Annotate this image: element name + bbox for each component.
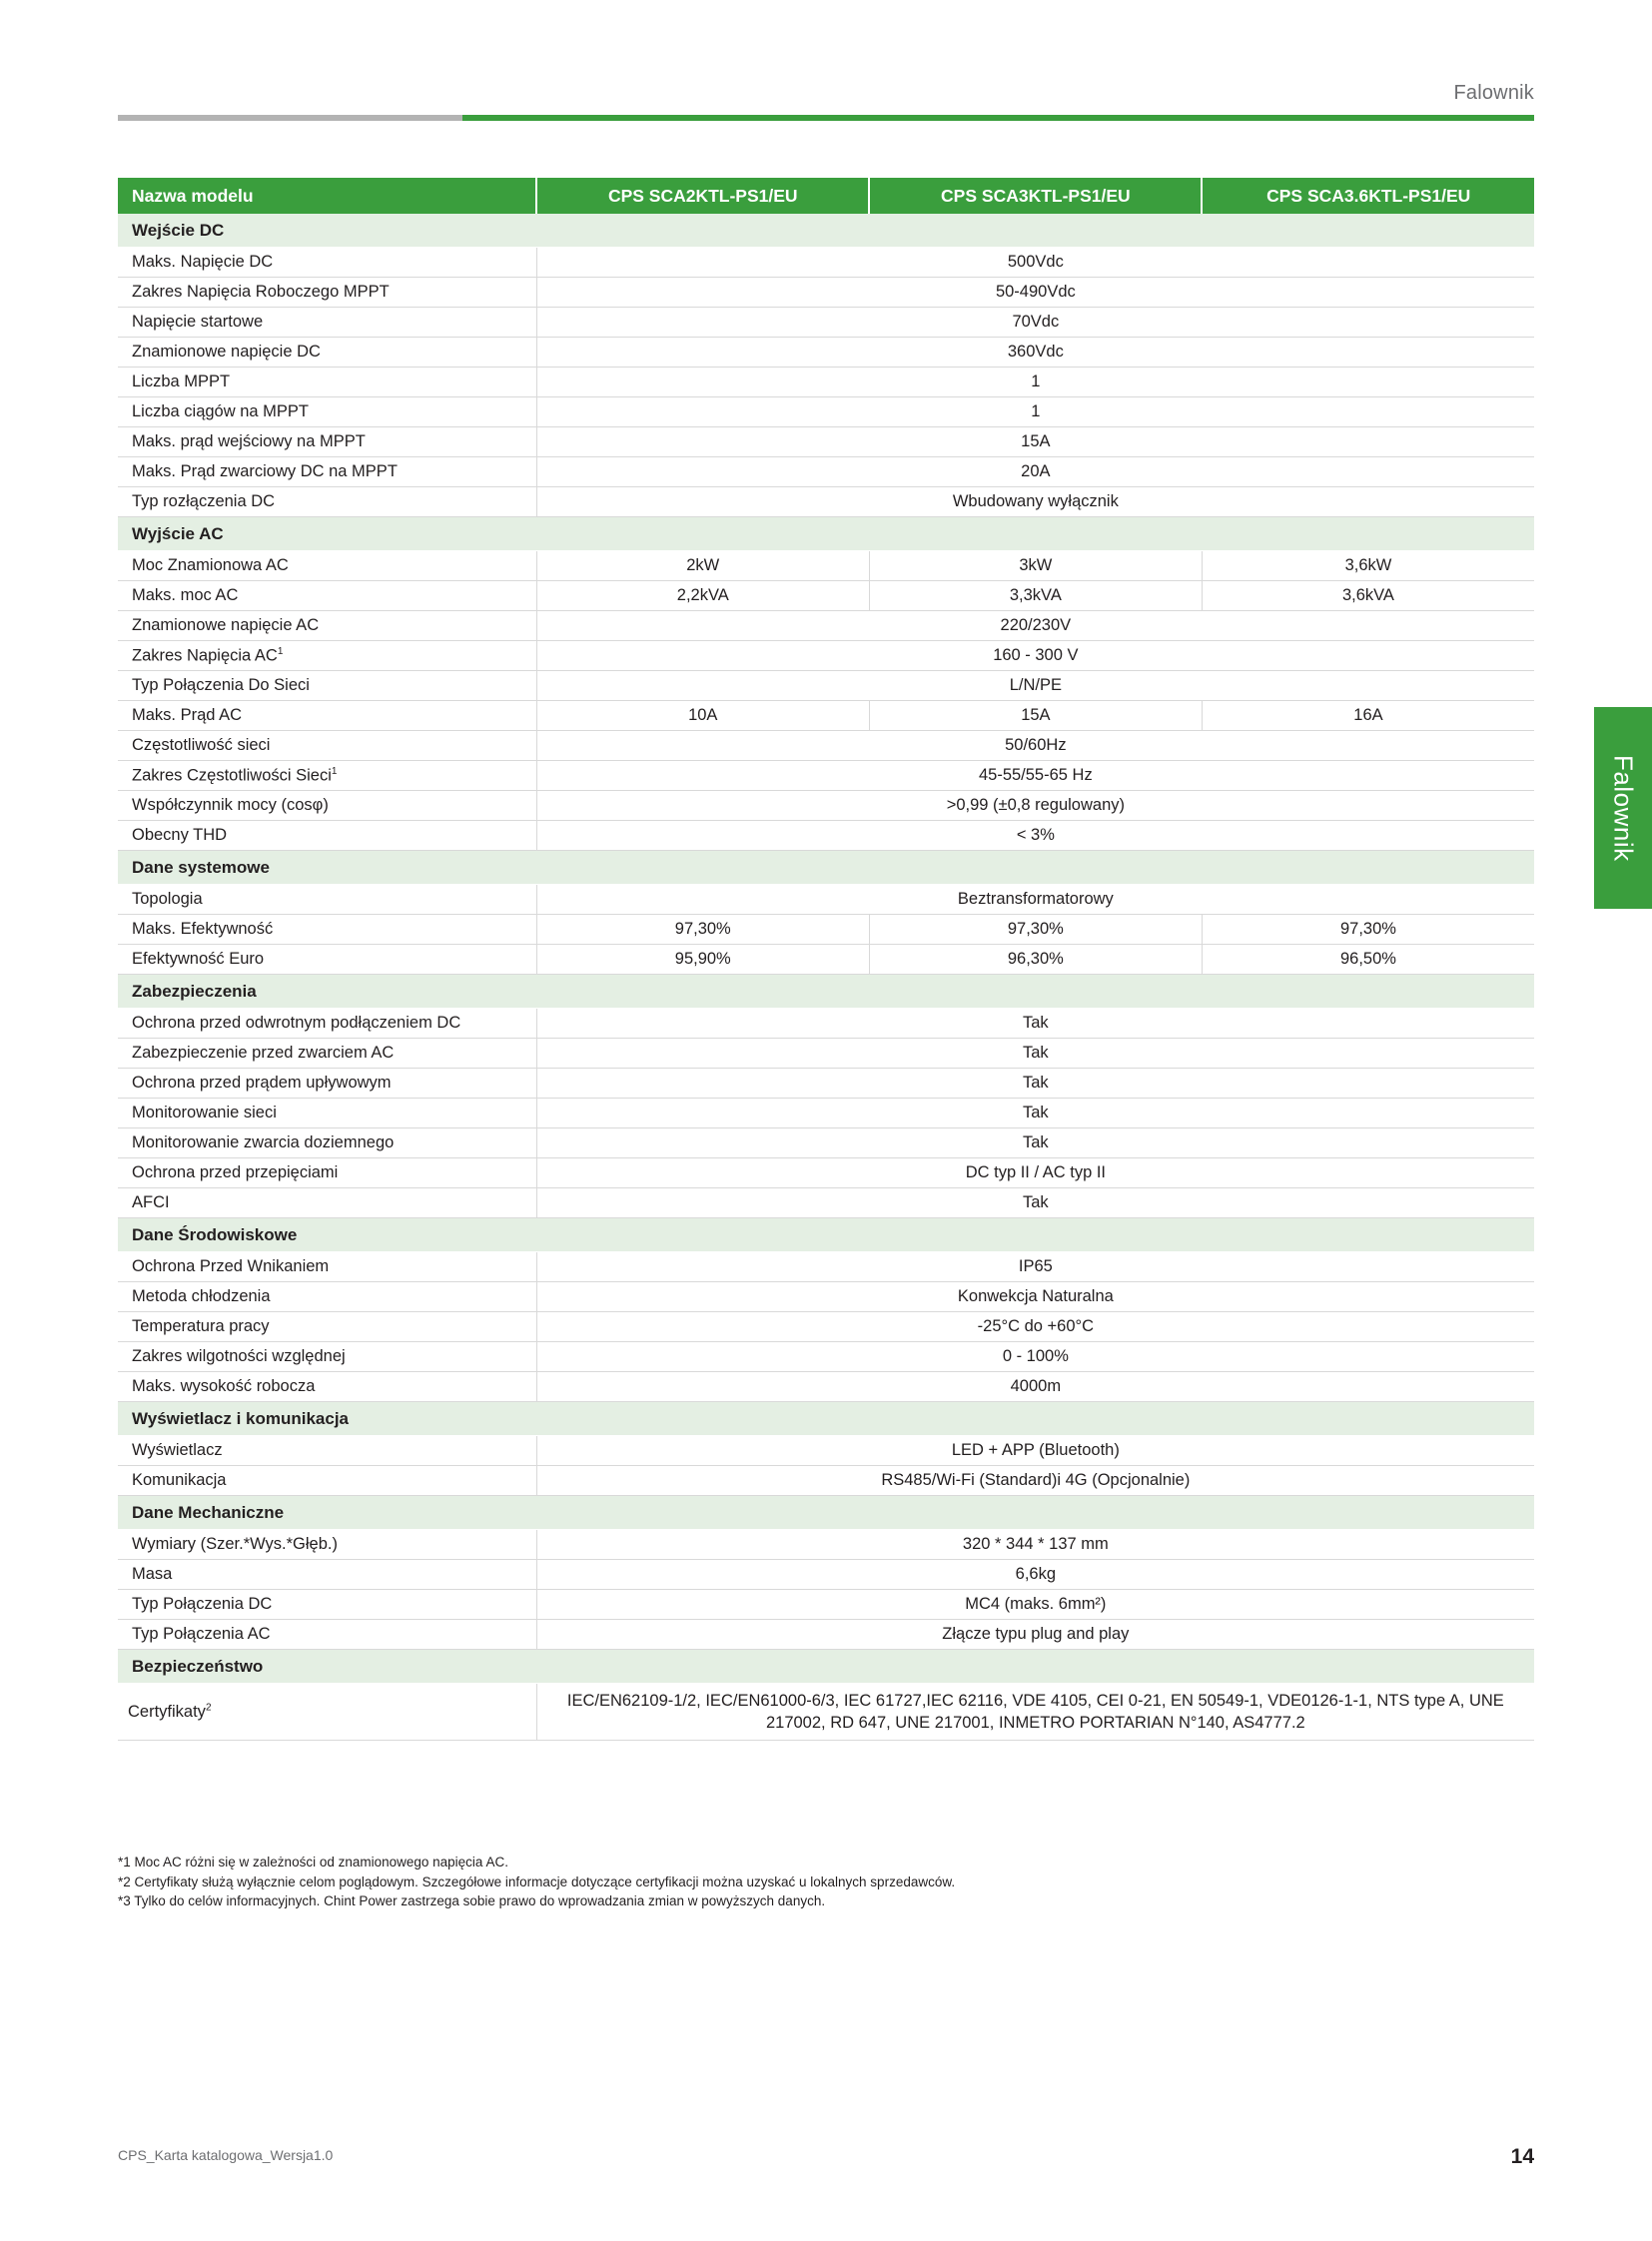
table-row-label-superscript: 2 — [205, 1702, 212, 1714]
table-row-label — [118, 1590, 536, 1620]
table-row-label — [118, 1312, 536, 1342]
header-rule-grey-segment — [118, 115, 462, 121]
table-row-value: 50-490Vdc — [536, 278, 1534, 308]
table-row-label-text: Temperatura pracy — [132, 1317, 270, 1335]
table-row-label-superscript: 1 — [277, 645, 284, 657]
table-row-label-text: Znamionowe napięcie AC — [132, 616, 320, 634]
table-section-title: Wyjście AC — [118, 517, 1534, 551]
table-row-label — [118, 1069, 536, 1099]
table-row — [118, 671, 1534, 701]
table-row-label — [118, 397, 536, 427]
table-row — [118, 1372, 1534, 1402]
table-row-label — [118, 308, 536, 338]
table-row-label — [118, 248, 536, 278]
footer-page-number: 14 — [1510, 2145, 1534, 2168]
table-row-value: Tak — [536, 1188, 1534, 1218]
table-row-label-text: Ochrona przed prądem upływowym — [132, 1074, 392, 1092]
table-row — [118, 1684, 1534, 1741]
table-row-label — [118, 487, 536, 517]
table-row-label-text: AFCI — [132, 1193, 170, 1211]
table-section-title: Dane Środowiskowe — [118, 1218, 1534, 1252]
table-row-label-text: Maks. prąd wejściowy na MPPT — [132, 432, 366, 450]
table-row-label — [118, 1158, 536, 1188]
table-row-label-text: Certyfikaty — [128, 1702, 206, 1721]
table-row-label — [118, 1342, 536, 1372]
table-row-label — [118, 1560, 536, 1590]
table-row — [118, 1590, 1534, 1620]
table-row-value: 20A — [536, 457, 1534, 487]
table-row — [118, 457, 1534, 487]
table-row-label — [118, 761, 536, 791]
footnote-3: *3 Tylko do celów informacyjnych. Chint Power zastrzega sobie prawo do wprowadzania zmian w powyższych danych. — [118, 1893, 826, 1909]
page-header-title: Falownik — [1453, 82, 1534, 104]
table-row-label-text: Wymiary (Szer.*Wys.*Głęb.) — [132, 1535, 338, 1553]
table-row-label — [118, 457, 536, 487]
table-row — [118, 915, 1534, 945]
table-row-label-text: Typ Połączenia AC — [132, 1625, 271, 1643]
table-row-label — [118, 1372, 536, 1402]
table-section-title: Dane Mechaniczne — [118, 1496, 1534, 1530]
table-row-label — [118, 278, 536, 308]
table-row-label-text: Maks. moc AC — [132, 586, 239, 604]
table-row-value: L/N/PE — [536, 671, 1534, 701]
table-row-label — [118, 731, 536, 761]
table-row-value: Wbudowany wyłącznik — [536, 487, 1534, 517]
table-row-value: 70Vdc — [536, 308, 1534, 338]
table-row-label — [118, 551, 536, 581]
table-row — [118, 338, 1534, 368]
table-row-value: 97,30% — [869, 915, 1202, 945]
table-row — [118, 641, 1534, 671]
table-row-label-text: Napięcie startowe — [132, 313, 264, 331]
table-row-value: IEC/EN62109-1/2, IEC/EN61000-6/3, IEC 61727,IEC 62116, VDE 4105, CEI 0-21, EN 50549-1, VDE0126-1-1, NTS type A, UNE 217002, RD 647, UNE 217001, INMETRO PORTARIAN N°140, AS4777.2 — [536, 1684, 1534, 1741]
table-row-value: RS485/Wi-Fi (Standard)i 4G (Opcjonalnie) — [536, 1466, 1534, 1496]
table-row-label-text: Liczba MPPT — [132, 373, 231, 390]
table-row-value: 45-55/55-65 Hz — [536, 761, 1534, 791]
table-row-value: 360Vdc — [536, 338, 1534, 368]
table-row-label — [118, 427, 536, 457]
table-row-label-text: Moc Znamionowa AC — [132, 556, 289, 574]
table-row-value: 500Vdc — [536, 248, 1534, 278]
table-row — [118, 1039, 1534, 1069]
table-row-value: < 3% — [536, 821, 1534, 851]
table-row-label — [118, 1282, 536, 1312]
table-row — [118, 701, 1534, 731]
table-row-value: 96,30% — [869, 945, 1202, 975]
table-row-value: 3kW — [869, 551, 1202, 581]
table-header-cell: Nazwa modelu — [118, 178, 536, 214]
table-row — [118, 487, 1534, 517]
table-row — [118, 278, 1534, 308]
table-row-label — [118, 581, 536, 611]
table-row-label — [118, 915, 536, 945]
table-row-label-text: Maks. Efektywność — [132, 920, 274, 938]
table-row — [118, 427, 1534, 457]
table-row — [118, 1436, 1534, 1466]
table-row — [118, 368, 1534, 397]
table-row-label — [118, 1620, 536, 1650]
table-row — [118, 1252, 1534, 1282]
table-row-value: 3,6kVA — [1202, 581, 1534, 611]
table-row — [118, 885, 1534, 915]
table-section-row — [118, 1650, 1534, 1684]
table-row-label — [118, 368, 536, 397]
table-row-value: 10A — [536, 701, 869, 731]
table-row-label-text: Typ Połączenia DC — [132, 1595, 273, 1613]
table-row-label-text: Zakres Napięcia Roboczego MPPT — [132, 283, 390, 301]
table-row-value: -25°C do +60°C — [536, 1312, 1534, 1342]
table-row-label-text: Zakres Częstotliwości Sieci — [132, 766, 332, 785]
footnotes — [118, 1853, 1416, 1911]
table-row — [118, 1188, 1534, 1218]
table-row — [118, 397, 1534, 427]
table-row-label-text: Częstotliwość sieci — [132, 736, 271, 754]
table-row-value: 320 * 344 * 137 mm — [536, 1530, 1534, 1560]
table-section-title: Dane systemowe — [118, 851, 1534, 885]
table-header-row — [118, 178, 1534, 214]
table-row-label-text: Zakres Napięcia AC — [132, 646, 278, 665]
table-row-value: 3,3kVA — [869, 581, 1202, 611]
side-tab-falownik — [1594, 707, 1652, 909]
table-row-value: 97,30% — [536, 915, 869, 945]
table-row-label — [118, 1009, 536, 1039]
table-row — [118, 821, 1534, 851]
table-row-value: Tak — [536, 1039, 1534, 1069]
table-row — [118, 945, 1534, 975]
table-row-label — [118, 945, 536, 975]
table-row-label-text: Monitorowanie sieci — [132, 1104, 277, 1121]
table-row-value: Złącze typu plug and play — [536, 1620, 1534, 1650]
side-tab-label: Falownik — [1608, 754, 1639, 862]
footer-document-id: CPS_Karta katalogowa_Wersja1.0 — [118, 2147, 334, 2163]
footnote-2: *2 Certyfikaty służą wyłącznie celom poglądowym. Szczegółowe informacje dotyczące certyfikacji można uzyskać u lokalnych sprzedawców. — [118, 1873, 956, 1889]
table-row-label — [118, 821, 536, 851]
table-section-row — [118, 1218, 1534, 1252]
table-section-row — [118, 975, 1534, 1009]
table-row-label-text: Wyświetlacz — [132, 1441, 223, 1459]
footnote-1: *1 Moc AC różni się w zależności od znamionowego napięcia AC. — [118, 1855, 508, 1869]
table-row-value: Tak — [536, 1009, 1534, 1039]
table-row-value: Tak — [536, 1128, 1534, 1158]
specification-table — [118, 178, 1534, 1741]
table-row — [118, 1560, 1534, 1590]
table-section-title: Wyświetlacz i komunikacja — [118, 1402, 1534, 1436]
header-rule — [118, 115, 1534, 121]
table-row-value: 50/60Hz — [536, 731, 1534, 761]
table-row — [118, 1466, 1534, 1496]
table-row-value: 15A — [869, 701, 1202, 731]
table-row-label — [118, 338, 536, 368]
table-row-value: 160 - 300 V — [536, 641, 1534, 671]
table-row — [118, 761, 1534, 791]
table-section-title: Zabezpieczenia — [118, 975, 1534, 1009]
table-row-value: 220/230V — [536, 611, 1534, 641]
table-row — [118, 308, 1534, 338]
table-row-label — [118, 791, 536, 821]
table-row-label-text: Maks. Prąd zwarciowy DC na MPPT — [132, 462, 398, 480]
table-row — [118, 1128, 1534, 1158]
table-row-label — [118, 1128, 536, 1158]
table-row — [118, 791, 1534, 821]
table-row-label-text: Efektywność Euro — [132, 950, 265, 968]
table-row-value: 3,6kW — [1202, 551, 1534, 581]
table-row-label-text: Monitorowanie zwarcia doziemnego — [132, 1133, 395, 1151]
table-row-label-text: Współczynnik mocy (cosφ) — [132, 796, 329, 814]
table-row-label — [118, 611, 536, 641]
table-row — [118, 1342, 1534, 1372]
table-row — [118, 1158, 1534, 1188]
table-row — [118, 581, 1534, 611]
table-section-row — [118, 851, 1534, 885]
table-row-value: 16A — [1202, 701, 1534, 731]
table-row-value: 1 — [536, 368, 1534, 397]
table-row-label — [118, 701, 536, 731]
table-row-value: Tak — [536, 1099, 1534, 1128]
table-row-label-text: Metoda chłodzenia — [132, 1287, 271, 1305]
table-row-label — [118, 1252, 536, 1282]
table-row-value: 2kW — [536, 551, 869, 581]
table-row-value: Konwekcja Naturalna — [536, 1282, 1534, 1312]
table-section-row — [118, 1402, 1534, 1436]
table-section-row — [118, 1496, 1534, 1530]
table-row-label-text: Typ Połączenia Do Sieci — [132, 676, 310, 694]
table-header-cell: CPS SCA3KTL-PS1/EU — [869, 178, 1202, 214]
table-row — [118, 248, 1534, 278]
table-row-value: IP65 — [536, 1252, 1534, 1282]
table-row-label-text: Maks. Prąd AC — [132, 706, 243, 724]
table-row-label — [118, 1039, 536, 1069]
header-rule-green-segment — [462, 115, 1534, 121]
table-row-label-text: Typ rozłączenia DC — [132, 492, 276, 510]
table-row-label — [118, 1530, 536, 1560]
table-row-label-text: Liczba ciągów na MPPT — [132, 402, 309, 420]
table-row-label-text: Obecny THD — [132, 826, 228, 844]
table-section-title: Bezpieczeństwo — [118, 1650, 1534, 1684]
table-row-value: Beztransformatorowy — [536, 885, 1534, 915]
table-row-value: 15A — [536, 427, 1534, 457]
table-row-label — [118, 1684, 536, 1741]
table-header-cell: CPS SCA3.6KTL-PS1/EU — [1202, 178, 1534, 214]
table-row-value: MC4 (maks. 6mm²) — [536, 1590, 1534, 1620]
table-row — [118, 1312, 1534, 1342]
table-row-value: 1 — [536, 397, 1534, 427]
table-row-value: 95,90% — [536, 945, 869, 975]
table-row-value: >0,99 (±0,8 regulowany) — [536, 791, 1534, 821]
table-row-value: 2,2kVA — [536, 581, 869, 611]
table-row-label-text: Zabezpieczenie przed zwarciem AC — [132, 1044, 395, 1062]
table-row-value: Tak — [536, 1069, 1534, 1099]
table-row-label-text: Masa — [132, 1565, 173, 1583]
table-row — [118, 611, 1534, 641]
table-row-label-text: Ochrona przed odwrotnym podłączeniem DC — [132, 1014, 461, 1032]
table-row-value: 4000m — [536, 1372, 1534, 1402]
table-row-label — [118, 885, 536, 915]
table-row-value: 6,6kg — [536, 1560, 1534, 1590]
table-row-label-superscript: 1 — [331, 765, 338, 777]
table-row-label-text: Znamionowe napięcie DC — [132, 343, 321, 361]
table-row-value: LED + APP (Bluetooth) — [536, 1436, 1534, 1466]
table-row-label — [118, 1436, 536, 1466]
table-row-label-text: Topologia — [132, 890, 203, 908]
table-row-label — [118, 1188, 536, 1218]
table-row-value: 0 - 100% — [536, 1342, 1534, 1372]
table-row-label — [118, 1466, 536, 1496]
table-header-cell: CPS SCA2KTL-PS1/EU — [536, 178, 869, 214]
table-section-row — [118, 214, 1534, 248]
table-row — [118, 1620, 1534, 1650]
table-row — [118, 1282, 1534, 1312]
table-row-label — [118, 671, 536, 701]
table-section-row — [118, 517, 1534, 551]
table-row — [118, 1069, 1534, 1099]
table-row — [118, 1009, 1534, 1039]
table-row — [118, 1530, 1534, 1560]
table-row-label-text: Ochrona przed przepięciami — [132, 1163, 339, 1181]
table-row-label-text: Komunikacja — [132, 1471, 227, 1489]
table-row — [118, 1099, 1534, 1128]
table-row-value: 96,50% — [1202, 945, 1534, 975]
table-row — [118, 551, 1534, 581]
table-section-title: Wejście DC — [118, 214, 1534, 248]
table-row-label-text: Zakres wilgotności względnej — [132, 1347, 346, 1365]
table-row-label — [118, 1099, 536, 1128]
table-row-value: DC typ II / AC typ II — [536, 1158, 1534, 1188]
table-row-value: 97,30% — [1202, 915, 1534, 945]
table-row-label — [118, 641, 536, 671]
table-row-label-text: Maks. wysokość robocza — [132, 1377, 316, 1395]
table-row-label-text: Maks. Napięcie DC — [132, 253, 274, 271]
table-row-label-text: Ochrona Przed Wnikaniem — [132, 1257, 330, 1275]
table-row — [118, 731, 1534, 761]
